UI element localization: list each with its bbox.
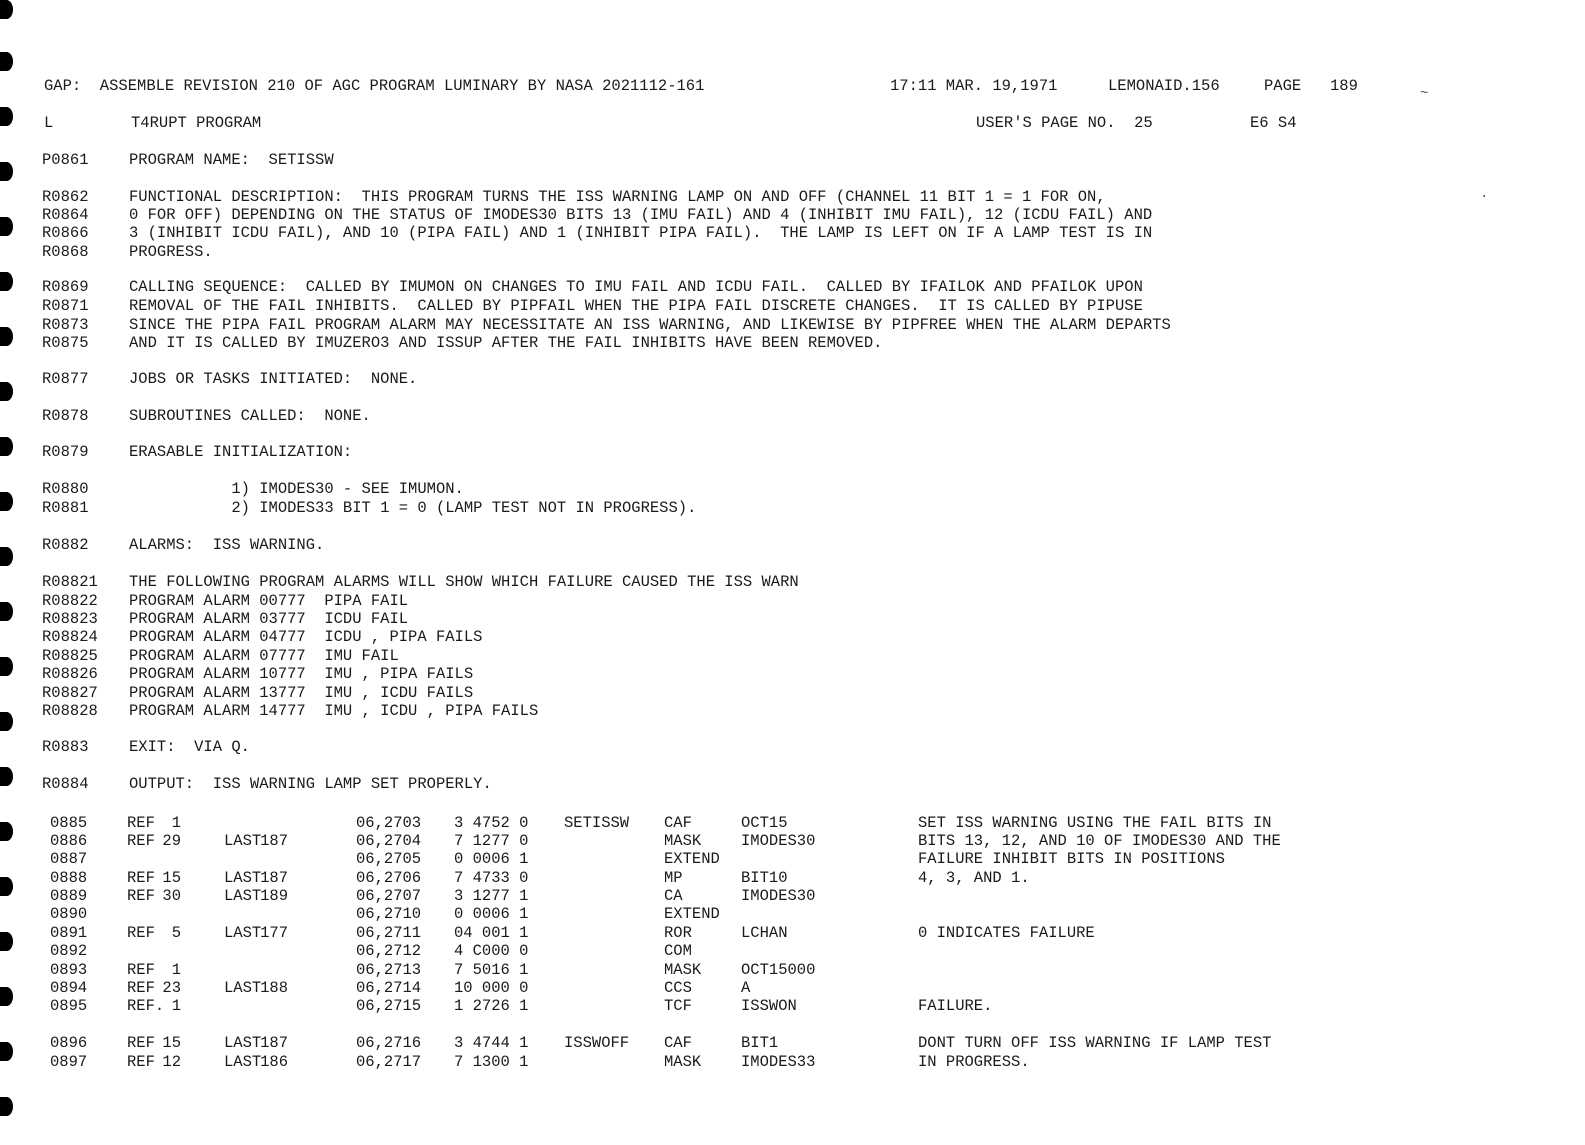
comment: DONT TURN OFF ISS WARNING IF LAMP TEST (918, 1034, 1272, 1052)
remark-text: 0 FOR OFF) DEPENDING ON THE STATUS OF IMODES30 BITS 13 (IMU FAIL) AND 4 (INHIBIT IMU FAIL), 12 (ICDU FAIL) AND (129, 206, 1153, 224)
remark-id: R08821 (42, 573, 98, 591)
operand: OCT15000 (741, 961, 816, 979)
line-number: 0889 (50, 887, 88, 905)
remark-id: R08824 (42, 628, 98, 646)
last-label: LAST (224, 1053, 262, 1071)
remark-text: SUBROUTINES CALLED: NONE. (129, 407, 371, 425)
remark-id: R0871 (42, 297, 89, 315)
address: 06,2714 (356, 979, 422, 997)
address: 06,2703 (356, 814, 422, 832)
remark-text: OUTPUT: ISS WARNING LAMP SET PROPERLY. (129, 775, 492, 793)
stray-mark: . (1480, 186, 1489, 202)
remark-text: REMOVAL OF THE FAIL INHIBITS. CALLED BY PIPFAIL WHEN THE PIPA FAIL DISCRETE CHANGES. IT IS CALLED BY PIPUSE (129, 297, 1143, 315)
opcode: CA (664, 887, 683, 905)
ref-number: 12 (162, 1053, 181, 1071)
remark-id: R0878 (42, 407, 89, 425)
punch-hole (0, 987, 13, 1006)
operand: BIT10 (741, 869, 788, 887)
octal-word: 7 4733 0 (454, 869, 529, 887)
remark-text: AND IT IS CALLED BY IMUZERO3 AND ISSUP AFTER THE FAIL INHIBITS HAVE BEEN REMOVED. (129, 334, 883, 352)
page-label: PAGE (1264, 77, 1302, 95)
opcode: MP (664, 869, 683, 887)
last-number: 187 (260, 1034, 288, 1052)
operand: LCHAN (741, 924, 788, 942)
address: 06,2715 (356, 997, 422, 1015)
address: 06,2712 (356, 942, 422, 960)
remark-text: FUNCTIONAL DESCRIPTION: THIS PROGRAM TURNS THE ISS WARNING LAMP ON AND OFF (CHANNEL 11 BIT 1 = 1 FOR ON, (129, 188, 1106, 206)
address: 06,2704 (356, 832, 422, 850)
last-label: LAST (224, 924, 262, 942)
remark-text: SINCE THE PIPA FAIL PROGRAM ALARM MAY NECESSITATE AN ISS WARNING, AND LIKEWISE BY PIPFREE WHEN THE ALARM DEPARTS (129, 316, 1171, 334)
opcode: EXTEND (664, 905, 720, 923)
last-label: LAST (224, 887, 262, 905)
ref-number: 29 (162, 832, 181, 850)
comment: FAILURE INHIBIT BITS IN POSITIONS (918, 850, 1225, 868)
last-label: LAST (224, 832, 262, 850)
punch-hole (0, 162, 13, 181)
opcode: MASK (664, 832, 702, 850)
punch-hole (0, 52, 13, 71)
remark-text: ERASABLE INITIALIZATION: (129, 443, 353, 461)
remark-id: R0873 (42, 316, 89, 334)
remark-id: R0882 (42, 536, 89, 554)
remark-text: PROGRESS. (129, 243, 213, 261)
remark-text: PROGRAM NAME: SETISSW (129, 151, 334, 169)
last-number: 186 (260, 1053, 288, 1071)
remark-id: R0862 (42, 188, 89, 206)
remark-id: R08823 (42, 610, 98, 628)
ref-label: REF (127, 869, 155, 887)
stray-mark: ~ (1420, 86, 1429, 102)
last-label: LAST (224, 869, 262, 887)
opcode: MASK (664, 961, 702, 979)
opcode: TCF (664, 997, 692, 1015)
page-number: 189 (1330, 77, 1358, 95)
remark-id: R0884 (42, 775, 89, 793)
line-number: 0897 (50, 1053, 88, 1071)
remark-text: ALARMS: ISS WARNING. (129, 536, 325, 554)
operand: OCT15 (741, 814, 788, 832)
ref-label: REF (127, 979, 155, 997)
octal-word: 4 C000 0 (454, 942, 529, 960)
ref-label: REF (127, 887, 155, 905)
remark-text: EXIT: VIA Q. (129, 738, 250, 756)
remark-id: R0868 (42, 243, 89, 261)
ref-label: REF. (127, 997, 165, 1015)
remark-text: 1) IMODES30 - SEE IMUMON. (129, 480, 464, 498)
punch-hole (0, 107, 13, 126)
ref-number: 1 (171, 814, 181, 832)
line-number: 0892 (50, 942, 88, 960)
opcode: COM (664, 942, 692, 960)
line-number: 0885 (50, 814, 88, 832)
operand: IMODES30 (741, 887, 816, 905)
comment: IN PROGRESS. (918, 1053, 1030, 1071)
punch-hole (0, 1042, 13, 1061)
operand: ISSWON (741, 997, 797, 1015)
listing-flag: L (44, 114, 54, 132)
last-number: 187 (260, 832, 288, 850)
punch-hole (0, 657, 13, 676)
address: 06,2710 (356, 905, 422, 923)
punch-hole (0, 437, 13, 456)
line-number: 0894 (50, 979, 88, 997)
ref-label: REF (127, 961, 155, 979)
remark-id: R0875 (42, 334, 89, 352)
gap-header: GAP: ASSEMBLE REVISION 210 OF AGC PROGRAM LUMINARY BY NASA 2021112-161 (44, 77, 705, 95)
operand: IMODES33 (741, 1053, 816, 1071)
address: 06,2706 (356, 869, 422, 887)
symbol-label: SETISSW (564, 814, 630, 832)
remark-id: R08828 (42, 702, 98, 720)
remark-text: 3 (INHIBIT ICDU FAIL), AND 10 (PIPA FAIL) AND 1 (INHIBIT PIPA FAIL). THE LAMP IS LEFT ON IF A LAMP TEST IS IN (129, 224, 1153, 242)
remark-text: PROGRAM ALARM 04777 ICDU , PIPA FAILS (129, 628, 483, 646)
octal-word: 7 5016 1 (454, 961, 529, 979)
ref-label: REF (127, 1053, 155, 1071)
comment: FAILURE. (918, 997, 993, 1015)
remark-id: R0877 (42, 370, 89, 388)
punch-hole (0, 877, 13, 896)
address: 06,2707 (356, 887, 422, 905)
remark-id: R0881 (42, 499, 89, 517)
opcode: MASK (664, 1053, 702, 1071)
comment: 0 INDICATES FAILURE (918, 924, 1095, 942)
line-number: 0886 (50, 832, 88, 850)
address: 06,2716 (356, 1034, 422, 1052)
line-number: 0888 (50, 869, 88, 887)
remark-text: THE FOLLOWING PROGRAM ALARMS WILL SHOW WHICH FAILURE CAUSED THE ISS WARN (129, 573, 799, 591)
remark-text: PROGRAM ALARM 07777 IMU FAIL (129, 647, 399, 665)
remark-id: R0879 (42, 443, 89, 461)
opcode: CAF (664, 814, 692, 832)
punch-hole (0, 547, 13, 566)
comment: SET ISS WARNING USING THE FAIL BITS IN (918, 814, 1272, 832)
octal-word: 10 000 0 (454, 979, 529, 997)
octal-word: 04 001 1 (454, 924, 529, 942)
line-number: 0890 (50, 905, 88, 923)
symbol-label: ISSWOFF (564, 1034, 630, 1052)
octal-word: 0 0006 1 (454, 850, 529, 868)
opcode: ROR (664, 924, 692, 942)
ref-number: 15 (162, 869, 181, 887)
opcode: EXTEND (664, 850, 720, 868)
punch-hole (0, 767, 13, 786)
remark-text: 2) IMODES33 BIT 1 = 0 (LAMP TEST NOT IN PROGRESS). (129, 499, 697, 517)
lemonaid-version: LEMONAID.156 (1108, 77, 1220, 95)
octal-word: 7 1277 0 (454, 832, 529, 850)
remark-id: R08826 (42, 665, 98, 683)
operand: BIT1 (741, 1034, 779, 1052)
punch-hole (0, 272, 13, 291)
remark-id: R08825 (42, 647, 98, 665)
section-title: T4RUPT PROGRAM (131, 114, 262, 132)
punch-hole (0, 327, 13, 346)
remark-id: R0880 (42, 480, 89, 498)
punch-hole (0, 932, 13, 951)
remark-text: PROGRAM ALARM 00777 PIPA FAIL (129, 592, 409, 610)
remark-id: R0866 (42, 224, 89, 242)
punch-hole (0, 382, 13, 401)
opcode: CCS (664, 979, 692, 997)
ref-number: 5 (171, 924, 181, 942)
punch-hole (0, 602, 13, 621)
ref-number: 23 (162, 979, 181, 997)
remark-id: R0883 (42, 738, 89, 756)
last-number: 188 (260, 979, 288, 997)
octal-word: 3 1277 1 (454, 887, 529, 905)
octal-word: 3 4752 0 (454, 814, 529, 832)
ref-number: 30 (162, 887, 181, 905)
remark-id: R08822 (42, 592, 98, 610)
octal-word: 0 0006 1 (454, 905, 529, 923)
comment: 4, 3, AND 1. (918, 869, 1030, 887)
ref-number: 1 (171, 961, 181, 979)
remark-id: R0864 (42, 206, 89, 224)
last-number: 177 (260, 924, 288, 942)
remark-text: CALLING SEQUENCE: CALLED BY IMUMON ON CHANGES TO IMU FAIL AND ICDU FAIL. CALLED BY IFAILOK AND PFAILOK UPON (129, 278, 1143, 296)
punch-hole (0, 492, 13, 511)
line-number: 0896 (50, 1034, 88, 1052)
ref-number: 15 (162, 1034, 181, 1052)
address: 06,2713 (356, 961, 422, 979)
line-number: 0891 (50, 924, 88, 942)
last-number: 187 (260, 869, 288, 887)
remark-id: P0861 (42, 151, 89, 169)
address: 06,2711 (356, 924, 422, 942)
remark-text: JOBS OR TASKS INITIATED: NONE. (129, 370, 418, 388)
operand: A (741, 979, 751, 997)
address: 06,2717 (356, 1053, 422, 1071)
remark-text: PROGRAM ALARM 03777 ICDU FAIL (129, 610, 409, 628)
remark-text: PROGRAM ALARM 14777 IMU , ICDU , PIPA FAILS (129, 702, 539, 720)
last-label: LAST (224, 1034, 262, 1052)
remark-text: PROGRAM ALARM 10777 IMU , PIPA FAILS (129, 665, 474, 683)
ref-label: REF (127, 1034, 155, 1052)
punch-hole (0, 1097, 13, 1116)
octal-word: 1 2726 1 (454, 997, 529, 1015)
line-number: 0887 (50, 850, 88, 868)
opcode: CAF (664, 1034, 692, 1052)
punch-hole (0, 822, 13, 841)
ref-label: REF (127, 814, 155, 832)
address: 06,2705 (356, 850, 422, 868)
remark-id: R08827 (42, 684, 98, 702)
print-datetime: 17:11 MAR. 19,1971 (890, 77, 1058, 95)
comment: BITS 13, 12, AND 10 OF IMODES30 AND THE (918, 832, 1281, 850)
line-number: 0893 (50, 961, 88, 979)
punch-hole (0, 712, 13, 731)
last-label: LAST (224, 979, 262, 997)
operand: IMODES30 (741, 832, 816, 850)
user-page-number: USER'S PAGE NO. 25 (976, 114, 1153, 132)
line-number: 0895 (50, 997, 88, 1015)
punch-hole (0, 217, 13, 236)
remark-id: R0869 (42, 278, 89, 296)
ref-number: 1 (171, 997, 181, 1015)
section-code: E6 S4 (1250, 114, 1297, 132)
ref-label: REF (127, 832, 155, 850)
octal-word: 7 1300 1 (454, 1053, 529, 1071)
punch-hole (0, 0, 13, 19)
ref-label: REF (127, 924, 155, 942)
last-number: 189 (260, 887, 288, 905)
remark-text: PROGRAM ALARM 13777 IMU , ICDU FAILS (129, 684, 474, 702)
octal-word: 3 4744 1 (454, 1034, 529, 1052)
